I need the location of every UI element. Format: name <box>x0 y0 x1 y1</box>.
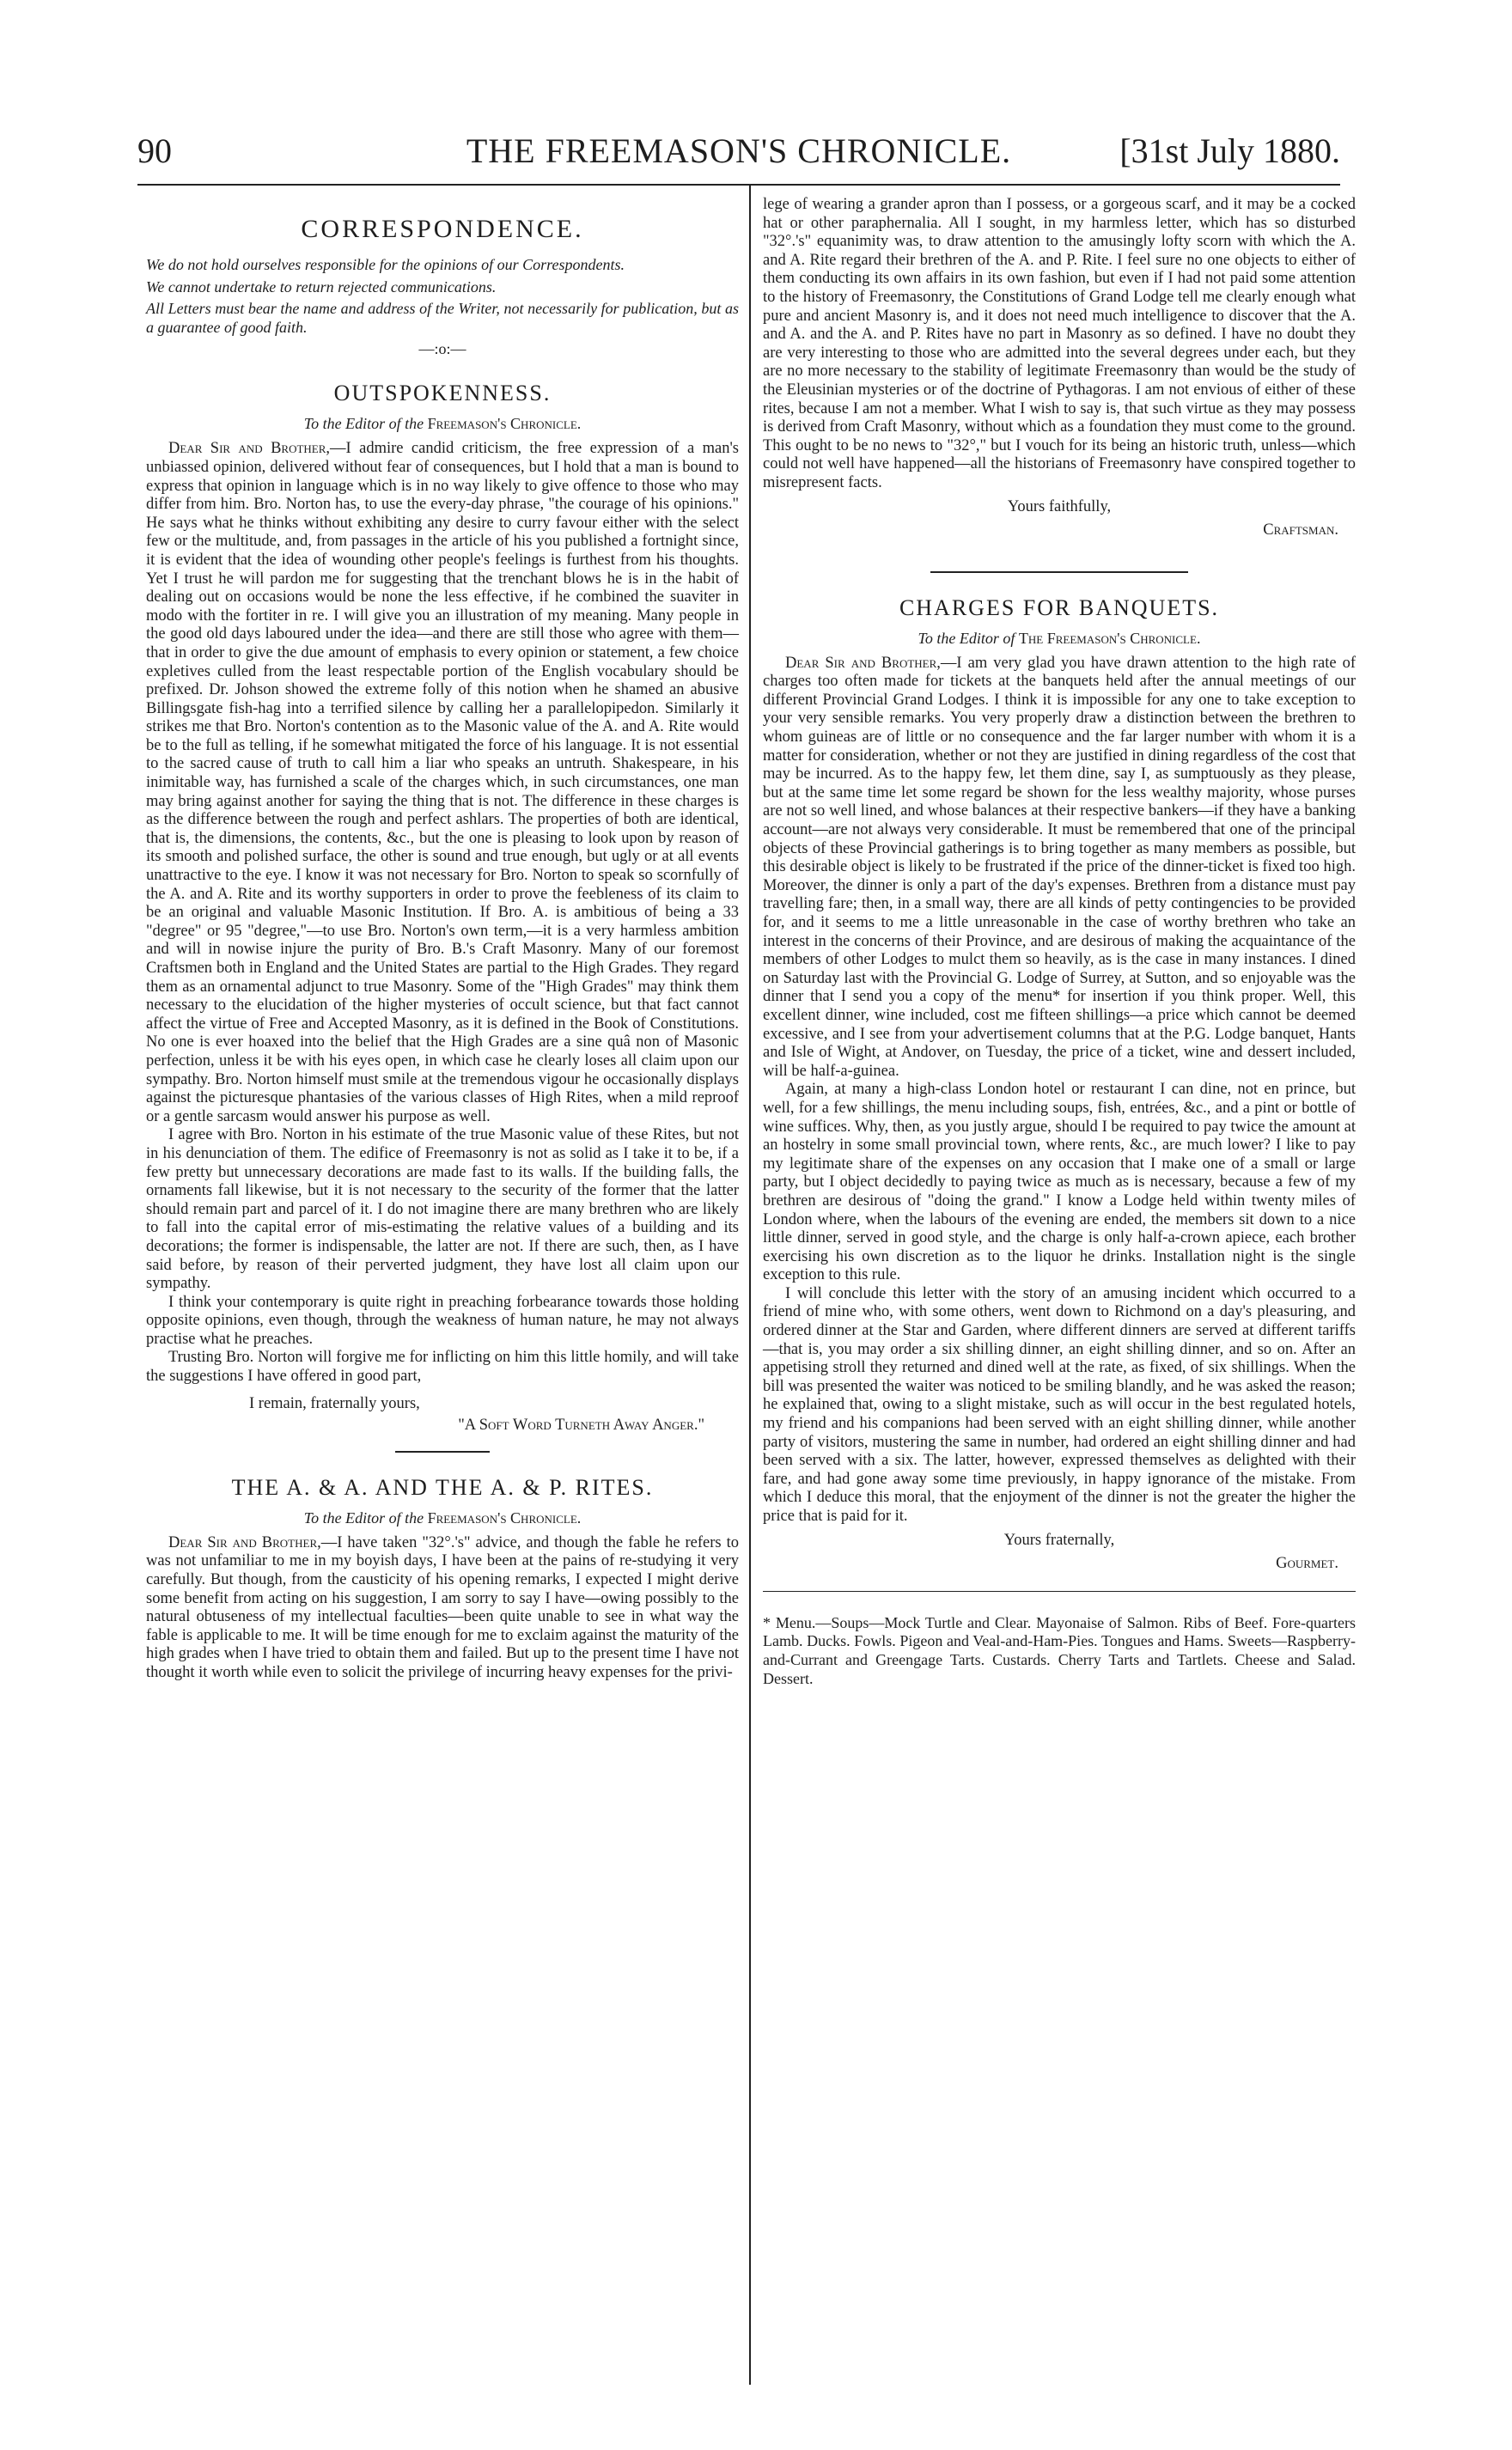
notice-opinions: We do not hold ourselves responsible for the opinions of our Correspondents. <box>146 256 625 273</box>
paragraph-text: —I admire candid criticism, the free expression of a man's unbiassed opinion, delivered without fear of consequences, but I hold that a man is bound to express that opinion in language which is in no way likely to give offence to those who may differ from him. Bro. Norton has, to use the every-day phrase, "the courage of his opinions." He says what he thinks without exhibiting any desire to curry favour either with the select few or the multitude, and, from passages in the article of his you published a fortnight since, it is evident that the idea of wounding other people's feelings is furthest from his thoughts. Yet I trust he will pardon me for suggesting that the trenchant blows he is in the habit of dealing out on occasions would be none the less effective, if he combined the suaviter in modo with the fortiter in re. I will give you an illustration of my meaning. Many people in the good old days laboured under the idea—and there are still those who agree with them—that in order to give the due amount of emphasis to every opinion or statement, a few choice expletives culled from the least respectable portion of the English vocabulary should be prefixed. Dr. Johson showed the extreme folly of this notion when he shamed an abusive Billingsgate fish-hag into a terrified silence by calling her a parallelopipedon. Similarly it strikes me that Bro. Norton's contention as to the Masonic value of the A. and A. Rite would be to the full as telling, if he somewhat mitigated the force of his language. It is not essential to the sacred cause of truth to call him a liar who speaks an untruth. Shakespeare, in his inimitable way, has furnished a scale of the charges which, in such circumstances, one man may bring against another for saying the thing that is not. The difference in these charges is as the difference between the rough and perfect ashlars. The properties of both are identical, that is, the dimensions, the contents, &c., but the one is pleasing to look upon by reason of its smooth and polished surface, the other is sound and true enough, but ugly or at all events unattractive to the eye. I know it was not necessary for Bro. Norton to speak so scornfully of the A. and A. Rite and its worthy supporters in order to prove the feebleness of its claim to be an original and valuable Masonic Institution. If Bro. A. is ambitious of being a 33 "degree" or 95 "degree,"—to use Bro. Norton's own term,—it is a very harmless ambition and will in nowise injure the purity of Bro. B.'s Craft Masonry. Many of our foremost Craftsmen both in England and the United States are partial to the High Grades. They regard them as an ornamental adjunct to true Masonry. Some of the "High Grades" may think them necessary to the elucidation of the higher mysteries of occult science, but that fact cannot affect the virtue of Free and Accepted Masonry, as it is defined in the Book of Constitutions. No one is ever hoaxed into the belief that the High Grades are a sine quâ non of Masonic perfection, unless it be with his eyes open, in which case he clearly loses all claim upon our sympathy. Bro. Norton himself must smile at the tremendous vigour he occasionally displays against the picturesque phantasies of the various classes of High Rites, when a mild reproof or a gentle sarcasm would answer his purpose as well. <box>146 440 739 1125</box>
correspondence-title: CORRESPONDENCE. <box>301 215 584 243</box>
to-editor-paper: Freemason's Chronicle. <box>427 1508 582 1527</box>
footnote-rule <box>763 1591 1356 1592</box>
banquets-paragraph: Again, at many a high-class London hotel or restaurant I can dine, not en prince, but well, for a few shillings, the menu including soups, fish, entrées, &c., and a pint or bottle of wine suffices. Why, then, as you justly argue, should I be required to pay twice the amount at an hostelry in some small provincial town, where rents, &c., are much lower? I like to pay my legitimate share of the expenses on any occasion that I make one of a small or large party, but I object decidedly to paying twice as much as is necessary, because a few of my brethren are desirous of "doing the grand." I know a Lodge held within twenty miles of London where, when the labours of the evening are ended, the members sit down to a nice little dinner, served in good style, and the charge is only half-a-crown apiece, each brother exercising his own discretion as to the liquor he drinks. Installation night is the single exception to this rule. <box>763 1081 1356 1284</box>
outspokenness-paragraph: Trusting Bro. Norton will forgive me for inflicting on him this little homily, and will take the suggestions I have offered in good part, <box>146 1349 739 1386</box>
menu-footnote: * Menu.—Soups—Mock Turtle and Clear. Mayonaise of Salmon. Ribs of Beef. Fore-quarters Lamb. Ducks. Fowls. Pigeon and Veal-and-Ham-Pies. Tongues and Hams. Sweets—Raspberry-and-Currant and Greengage Tarts. Custards. Cherry Tarts and Tartlets. Cheese and Salad. Dessert. <box>763 1613 1356 1687</box>
section-rule <box>395 1451 490 1453</box>
outspokenness-to-editor <box>146 415 739 433</box>
rites-to-editor <box>146 1509 739 1527</box>
rites-paragraph-continued: lege of wearing a grander apron than I possess, or a gorgeous scarf, and it may be a cocked hat or other paraphernalia. All I sought, in my harmless letter, which has so disturbed "32°.'s" equanimity was, to draw attention to the amusingly lofty scorn with which the A. and A. Rite regard their brethren of the A. and P. Rite. I feel sure no one objects to either of them conducting its own affairs in its own fashion, but even if I had not paid some attention to the history of Freemasonry, the Constitutions of Grand Lodge tell me clearly enough what pure and ancient Masonry is, and it does not need much intelligence to discover that the A. and A. and the A. and P. Rites have no part in Masonry as so defined. I have no doubt they are very interesting to those who are admitted into the several degrees under each, but they are no more necessary to the stability of legitimate Freemasonry than would be the study of the Eleusinian mysteries or of the doctrine of Pythagoras. I am not envious of either of these rites, because I am not a member. What I wish to say is, that such virtue as they may possess is derived from Craft Masonry, without which as a foundation they must come to the ground. This ought to be no news to "32°," but I vouch for its being an historic truth, unless—which could not well have happened—all the historians of Freemasonry have conspired together to misrepresent facts. <box>763 196 1356 491</box>
to-editor-prefix: To the Editor of <box>918 629 1015 647</box>
rites-closing: Yours faithfully, <box>1007 497 1112 515</box>
left-column <box>146 196 739 1683</box>
outspokenness-signature: "A Soft Word Turneth Away Anger." <box>458 1417 704 1435</box>
salutation: Dear Sir and Brother, <box>785 654 941 672</box>
salutation: Dear Sir and Brother, <box>168 1533 321 1551</box>
banquets-title: CHARGES FOR BANQUETS. <box>899 594 1220 620</box>
rites-signature: Craftsman. <box>1263 521 1338 539</box>
issue-date: [31st July 1880. <box>1119 131 1340 170</box>
paragraph-text: —I have taken "32°.'s" advice, and though the fable he refers to was not unfamiliar to me in my boyish days, I have been at the pains of re-studying it very carefully. But though, from the causticity of his opening remarks, I expected I might derive some benefit from acting on his suggestion, I am sorry to say I have—owing possibly to the natural obtuseness of my intellectual faculties—been quite unable to see in what way the fable is applicable to me. It will be time enough for me to exclaim against the maturity of the high grades when I have tried to obtain them and failed. But up to the present time I have not thought it worth while even to solicit the privilege of incurring heavy expenses for the privi- <box>146 1533 740 1681</box>
outspokenness-paragraph <box>146 440 739 1126</box>
page-header <box>137 131 1340 182</box>
paragraph-text: —I am very glad you have drawn attention to the high rate of charges too often made for tickets at the banquets held after the annual meetings of our different Provincial Grand Lodges. I think it is impossible for any one to take exception to your very sensible remarks. You very properly draw a distinction between the brethren to whom guineas are of little or no consequence and the far larger number with whom it is a matter for consideration, whether or not they are justified in dining regardless of the cost that may be incurred. As to the happy few, let them dine, say I, as sumptuously as they please, but at the same time let some regard be shown for the less wealthy majority, whose purses are not so well lined, and whose balances at their respective bankers—if they have a banking account—are not always very considerable. It must be remembered that one of the principal objects of these Provincial gatherings is to bring together as many members as possible, but this desirable object is likely to be frustrated if the price of the dinner-ticket is fixed too high. Moreover, the dinner is only a part of the day's expenses. Brethren from a distance must pay travelling fare; then, in a small way, there are all kinds of petty contingencies to be provided for, and it seems to me a little unreasonable in the case of worthy brethren who take an interest in the concerns of their Province, and are desirous of making the acquaintance of the members of other Lodges to mulct them so heavily, as is the case in many instances. I dined on Saturday last with the Provincial G. Lodge of Surrey, at Sutton, and so enjoyable was the dinner that I send you a copy of the menu* for insertion if you think proper. Well, this excellent dinner, wine included, cost me fifteen shillings—a price which cannot be deemed excessive, and I see from your advertisement columns that at the P.G. Lodge banquet, Hants and Isle of Wight, at Andover, on Tuesday, the price of a ticket, wine and dessert included, will be half-a-guinea. <box>763 654 1357 1080</box>
masthead-title: THE FREEMASON'S CHRONICLE. <box>466 131 1012 170</box>
outspokenness-paragraph: I agree with Bro. Norton in his estimate of the true Masonic value of these Rites, but not in his denunciation of them. The edifice of Freemasonry is not as solid as I take it to be, if a few pretty but unnecessary decorations are made fast to its walls. If the building falls, the ornaments fall likewise, but it is not necessary to the security of the former that the latter should remain part and parcel of it. I do not imagine there are many brethren who are likely to fall into the capital error of mis-estimating the relative values of a building and its decorations; the former is indispensable, the latter are not. If there are such, then, as I have said before, by reason of their perverted judgment, they have lost all claim upon our sympathy. <box>146 1126 739 1293</box>
rites-paragraph <box>146 1534 739 1683</box>
salutation: Dear Sir and Brother, <box>168 440 331 458</box>
page-number: 90 <box>137 131 172 170</box>
right-column <box>763 196 1356 1688</box>
to-editor-prefix: To the Editor of the <box>303 415 424 433</box>
notice-letters: All Letters must bear the name and address of the Writer, not necessarily for publication, but as a guarantee of good faith. <box>146 300 739 336</box>
to-editor-paper: The Freemason's Chronicle. <box>1018 629 1201 647</box>
outspokenness-title: OUTSPOKENNESS. <box>333 381 552 406</box>
banquets-to-editor <box>763 630 1356 648</box>
header-rule <box>137 184 1340 186</box>
banquets-signature: Gourmet. <box>1276 1555 1338 1573</box>
notice-rejected: We cannot undertake to return rejected communications. <box>146 277 497 296</box>
banquets-paragraph <box>763 655 1356 1082</box>
banquets-paragraph: I will conclude this letter with the story of an amusing incident which occurred to a friend of mine who, with some others, went down to Richmond on a day's pleasuring, and ordered dinner at the Star and Garden, where different dinners are served at different tariffs—that is, you may order a six shilling dinner, an eight shilling dinner, and so on. After an appetising stroll they returned and dined well at the rate, as fixed, of six shillings. When the bill was presented the waiter was noticed to be smiling blandly, and he was asked the reason; he explained that, owing to a slight mistake, such as will occur in the best regulated hotels, my friend and his companions had been served with an eight shilling dinner, while another party of visitors, mustering the same in number, had ordered an eight shilling dinner and had been served with a six. The latter, however, expressed themselves as delighted with their fare, and had gone away some time previously, in happy ignorance of the mistake. From which I deduce this moral, that the enjoyment of the dinner is not the greater the higher the price that is paid for it. <box>763 1284 1356 1525</box>
column-divider <box>749 186 751 2385</box>
rites-title: THE A. & A. AND THE A. & P. RITES. <box>231 1474 654 1500</box>
section-rule <box>930 571 1188 573</box>
banquets-closing: Yours fraternally, <box>1003 1531 1115 1549</box>
to-editor-paper: Freemason's Chronicle. <box>427 415 582 433</box>
outspokenness-paragraph: I think your contemporary is quite right in preaching forbearance towards those holding opposite opinions, even though, through the weakness of human nature, he may not always practise what he preaches. <box>146 1293 739 1348</box>
notice-separator: —:o:— <box>418 340 466 358</box>
outspokenness-closing: I remain, fraternally yours, <box>249 1394 420 1412</box>
to-editor-prefix: To the Editor of the <box>303 1508 424 1527</box>
